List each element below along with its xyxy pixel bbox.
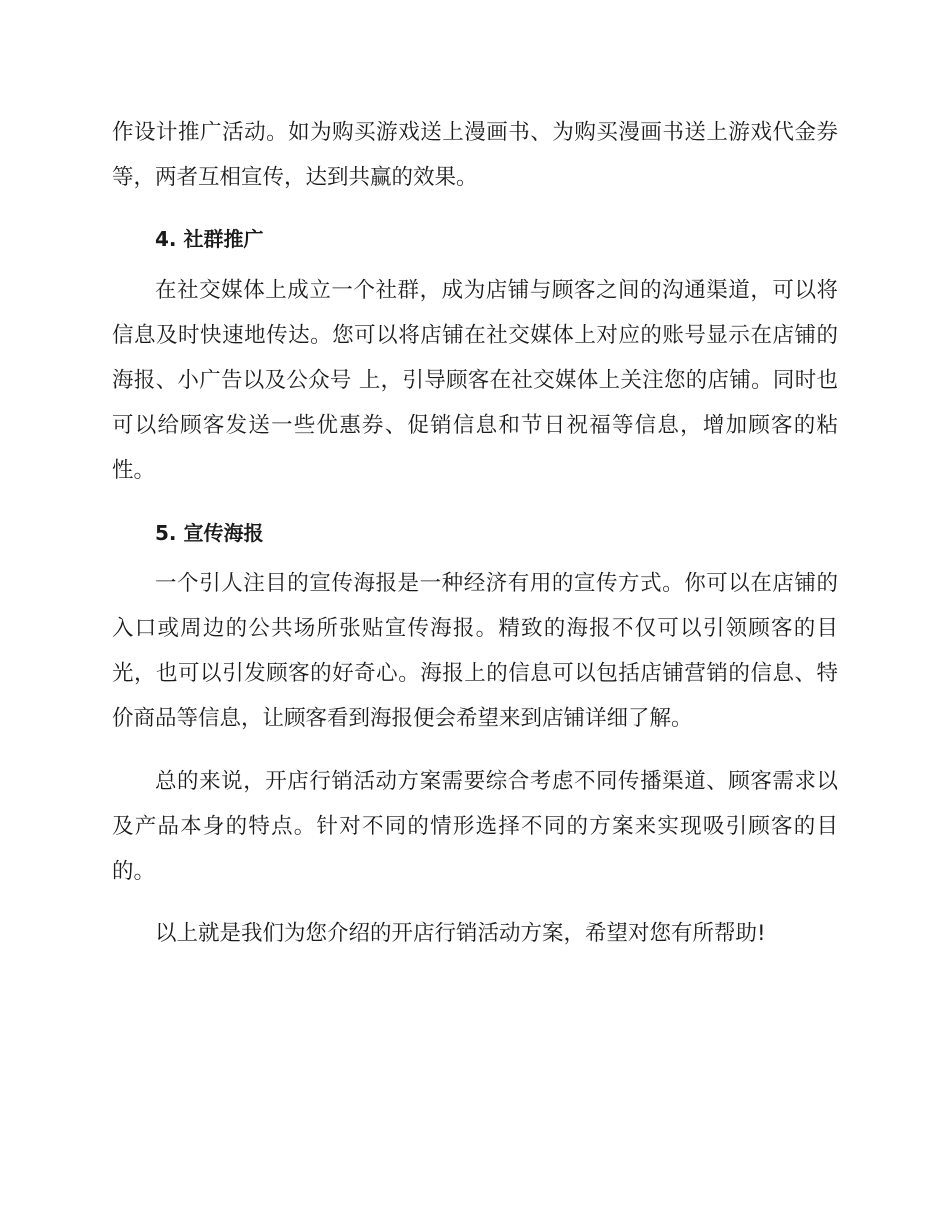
paragraph-promo-poster: 一个引人注目的宣传海报是一种经济有用的宣传方式。你可以在店铺的入口或周边的公共场所张贴宣传海报。精致的海报不仅可以引领顾客的目光，也可以引发顾客的好奇心。海报上的信息可以包括店铺营销的信息、特价商品等信息，让顾客看到海报便会希望来到店铺详细了解。 [112, 570, 838, 732]
document-page [112, 110, 838, 956]
heading-promo-poster: 5. 宣传海报 [155, 520, 264, 545]
paragraph-closing: 以上就是我们为您介绍的开店行销活动方案，希望对您有所帮助! [155, 921, 766, 947]
paragraph-community-promotion: 在社交媒体上成立一个社群，成为店铺与顾客之间的沟通渠道，可以将信息及时快速地传达。您可以将店铺在社交媒体上对应的账号显示在店铺的海报、小广告以及公众号 上，引导顾客在社交媒体上关注您的店铺。同时也可以给顾客发送一些优惠券、促销信息和节日祝福等信息，增加顾客的粘性。 [112, 277, 838, 484]
heading-community-promotion: 4. 社群推广 [155, 227, 264, 252]
paragraph-summary: 总的来说，开店行销活动方案需要综合考虑不同传播渠道、顾客需求以及产品本身的特点。针对不同的情形选择不同的方案来实现吸引顾客的目的。 [112, 768, 838, 885]
paragraph-collab-promo: 作设计推广活动。如为购买游戏送上漫画书、为购买漫画书送上游戏代金券等，两者互相宣传，达到共赢的效果。 [112, 120, 838, 191]
